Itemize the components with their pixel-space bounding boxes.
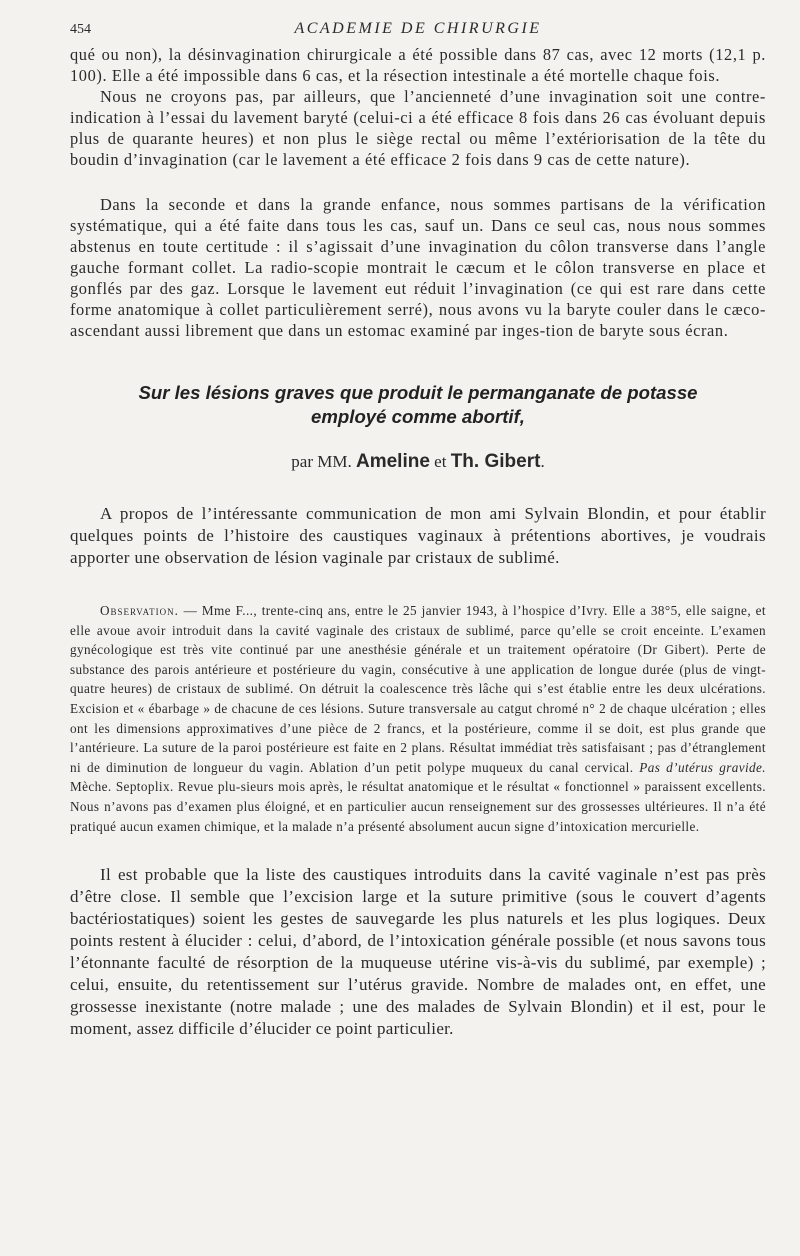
article-title-line-2: employé comme abortif, bbox=[311, 406, 525, 427]
article-title bbox=[70, 381, 766, 429]
conclusion-paragraph: Il est probable que la liste des caustiques introduits dans la cavité vaginale n’est pas près d’être close. Il semble que l’excision large et la suture primitive (sous le couvert d’agents bactériostatiques) soient les gestes de sauvegarde les plus naturels et les plus logiques. Deux points restent à élucider : celui, d’abord, de l’intoxication générale possible (et nous savons tous l’étonnante faculté de résorption de la muqueuse utérine vis-à-vis du sublimé, par exemple) ; celui, ensuite, du retentissement sur l’utérus gravide. Nombre de malades ont, en effet, une grossesse inexistante (notre malade ; une des malades de Sylvain Blondin) et il est, pour le moment, assez difficile d’élucider ce point particulier. bbox=[70, 865, 766, 1039]
observation-italic: Pas d’utérus gravide. bbox=[639, 759, 766, 775]
observation-text-1: — Mme F..., trente-cinq ans, entre le 25 janvier 1943, à l’hospice d’Ivry. Elle a 38°5, elle saigne, et elle avoue avoir introduit dans la cavité vaginale des cristaux de sublimé, parce qu’elle se croit enceinte. L’examen gynécologique est très vite continué par une anesthésie générale et un traitement opératoire (Dr Gibert). Perte de substance des parois antérieure et postérieure du vagin, consécutive à une application de longue durée (plus de vingt-quatre heures) de cristaux de sublimé. On détruit la coalescence très lâche qui s’est établie entre les deux ulcérations. Excision et « ébarbage » de chacune de ces lésions. Suture transversale au catgut chromé n° 2 de chaque ulcération ; elles ont les dimensions approximatives d’une pièce de 2 francs, et la postérieure, comme il se doit, est plus grande que l’antérieure. La suture de la paroi postérieure est faite en 2 plans. Résultat immédiat très satisfaisant ; pas d’étranglement ni de diminution de longueur du vagin. Ablation d’un petit polype muqueux du canal cervical. bbox=[70, 603, 766, 775]
author-gibert: Th. Gibert bbox=[450, 451, 541, 472]
byline bbox=[70, 451, 766, 473]
observation-label: Observation. bbox=[100, 603, 179, 618]
journal-title: ACADEMIE DE CHIRURGIE bbox=[294, 20, 542, 37]
article-title-line-1: Sur les lésions graves que produit le permanganate de potasse bbox=[138, 382, 698, 403]
byline-and: et bbox=[429, 452, 451, 471]
observation-paragraph bbox=[70, 601, 766, 836]
author-ameline: Ameline bbox=[356, 451, 430, 472]
introduction-paragraph: A propos de l’intéressante communication de mon ami Sylvain Blondin, et pour établir quelques points de l’histoire des caustiques vaginaux à prétentions abortives, je voudrais apporter une observation de lésion vaginale par cristaux de sublimé. bbox=[70, 504, 766, 567]
paragraph-older-children: Dans la seconde et dans la grande enfance, nous sommes partisans de la vérification systématique, qui a été faite dans tous les cas, sauf un. Dans ce seul cas, nous nous sommes abstenus en toute certitude : il s’agissait d’une invagination du côlon transverse dans l’angle gauche formant collet. La radio-scopie montrait le cæcum et le côlon transverse en place et gonflés par des gaz. Lorsque le lavement eut réduit l’invagination (ce qui est rare dans cette forme anatomique à collet particulièrement serré), nous avons vu la baryte couler dans le cæco-ascendant aussi librement que dans un estomac examiné par inges-tion de baryte sous écran. bbox=[70, 195, 766, 340]
page-number: 454 bbox=[70, 22, 91, 37]
byline-suffix: . bbox=[540, 452, 545, 471]
paragraph-barium-enema: Nous ne croyons pas, par ailleurs, que l’ancienneté d’une invagination soit une contre-indication à l’essai du lavement baryté (celui-ci a été efficace 8 fois dans 26 cas évoluant depuis plus de quarante heures) et non plus le siège rectal ou même l’extériorisation de la tête du boudin d’invagination (car le lavement a été efficace 2 fois dans 9 cas de cette nature). bbox=[70, 87, 766, 169]
running-header bbox=[70, 18, 766, 44]
byline-prefix: par MM. bbox=[291, 452, 356, 471]
paragraph-continued: qué ou non), la désinvagination chirurgicale a été possible dans 87 cas, avec 12 morts (12,1 p. 100). Elle a été impossible dans 6 cas, et la résection intestinale a été mortelle chaque fois. bbox=[70, 45, 766, 85]
observation-text-2: Mèche. Septoplix. Revue plu-sieurs mois après, le résultat anatomique et le résultat « fonctionnel » paraissent excellents. Nous n’avons pas d’examen plus éloigné, et en particulier aucun renseignement sur des grossesses ultérieures. Il n’a été pratiqué aucun examen chimique, et la malade n’a présenté absolument aucun signe d’intoxication mercurielle. bbox=[70, 779, 766, 834]
paragraph-gap bbox=[70, 170, 766, 194]
